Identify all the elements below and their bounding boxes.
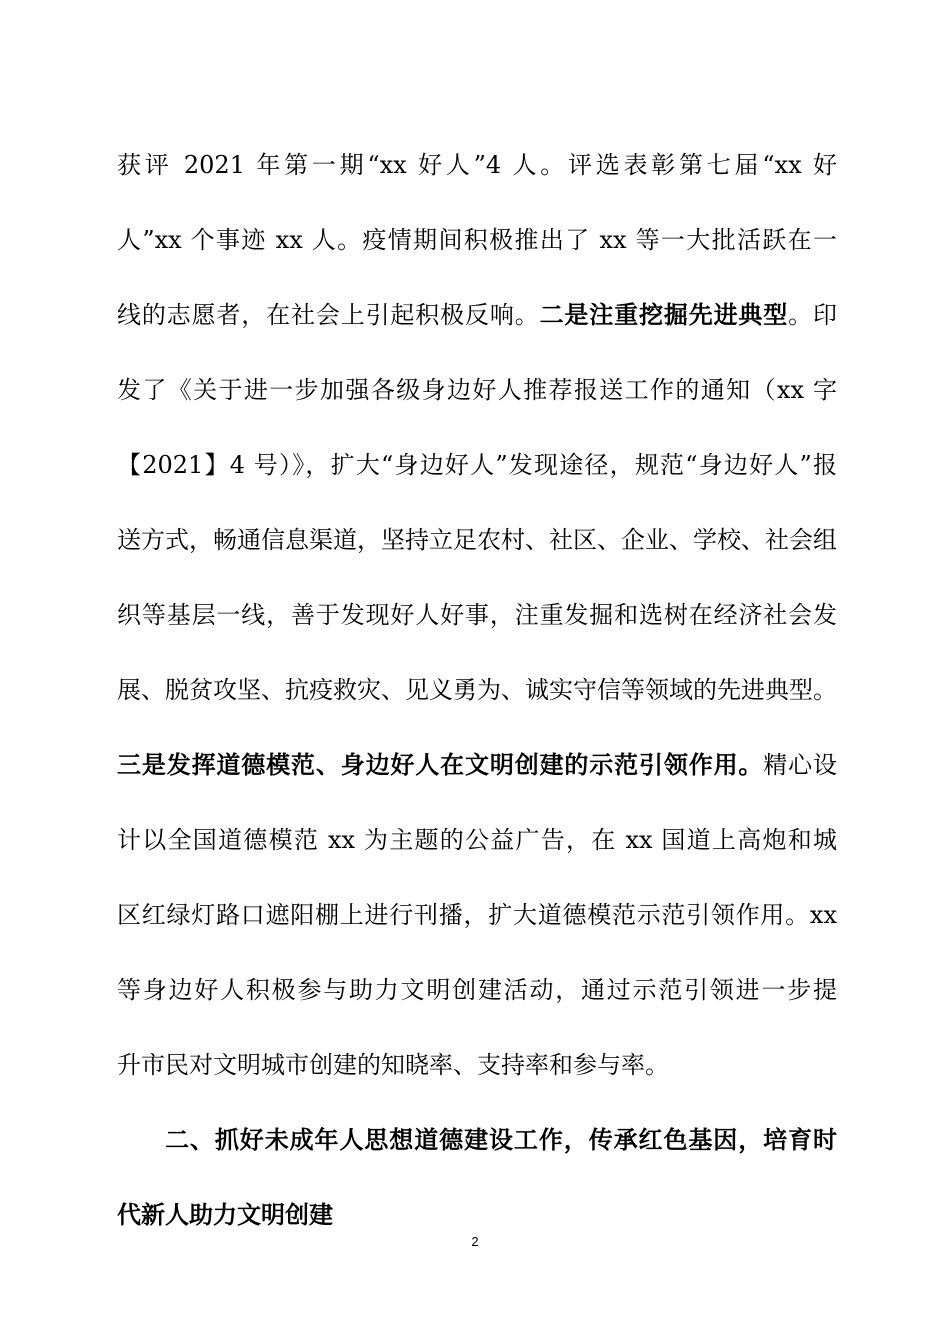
body-line: 计以全国道德模范 xx 为主题的公益广告，在 xx 国道上高炮和城	[117, 826, 837, 854]
body-line: 送方式，畅通信息渠道，坚持立足农村、社区、企业、学校、社会组	[117, 526, 837, 554]
body-line: 发了《关于进一步加强各级身边好人推荐报送工作的通知（xx 字	[117, 376, 837, 404]
body-line: 【2021】4 号）》，扩大“身边好人”发现途径，规范“身边好人”报	[117, 451, 837, 479]
bold-heading-inline: 二是注重挖掘先进典型	[539, 300, 789, 329]
body-line: 获评 2021 年第一期“xx 好人”4 人。评选表彰第七届“xx 好	[117, 151, 837, 179]
section-heading-continuation: 代新人助力文明创建	[117, 1200, 333, 1229]
body-line: 展、脱贫攻坚、抗疫救灾、见义勇为、诚实守信等领域的先进典型。	[117, 676, 837, 704]
body-line: 线的志愿者，在社会上引起积极反响。二是注重挖掘先进典型。印	[117, 300, 838, 329]
body-line: 织等基层一线，善于发现好人好事，注重发掘和选树在经济社会发	[117, 601, 837, 629]
body-line: 升市民对文明城市创建的知晓率、支持率和参与率。	[117, 1051, 669, 1079]
body-line: 人”xx 个事迹 xx 人。疫情期间积极推出了 xx 等一大批活跃在一	[117, 226, 837, 254]
page-number: 2	[471, 1234, 479, 1249]
body-line: 三是发挥道德模范、身边好人在文明创建的示范引领作用。精心设	[117, 750, 838, 779]
section-heading: 二、抓好未成年人思想道德建设工作，传承红色基因，培育时	[165, 1125, 837, 1154]
body-line: 等身边好人积极参与助力文明创建活动，通过示范引领进一步提	[117, 976, 837, 1004]
bold-heading-inline: 三是发挥道德模范、身边好人在文明创建的示范引领作用。	[117, 750, 764, 779]
body-line: 区红绿灯路口遮阳棚上进行刊播，扩大道德模范示范引领作用。xx	[117, 901, 837, 929]
